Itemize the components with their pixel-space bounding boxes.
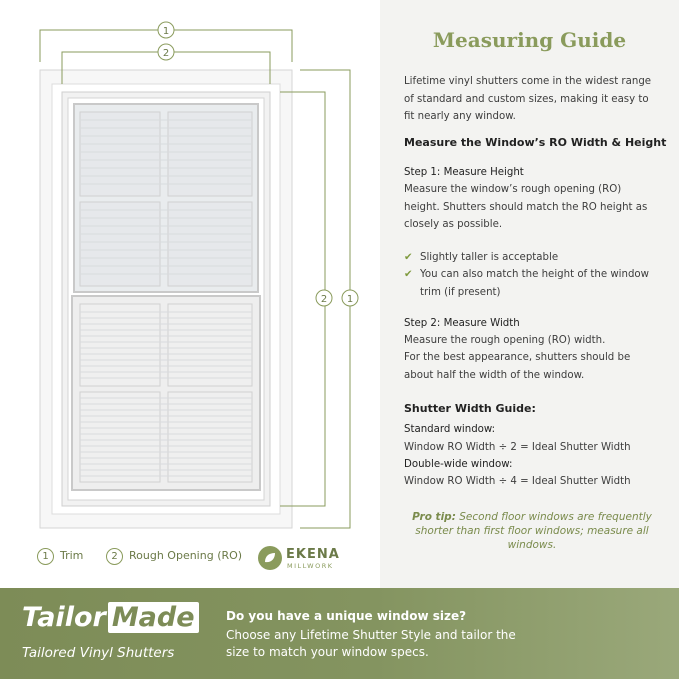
step2-line1: Measure the rough opening (RO) width. — [404, 335, 606, 346]
brand-sub: MILLWORK — [287, 562, 334, 570]
check-icon: ✔ — [404, 252, 413, 263]
step1-title: Step 1: Measure Height — [404, 167, 524, 178]
banner-text: Choose any Lifetime Shutter Style and tailor the size to match your window specs. — [226, 628, 516, 659]
window-illustration — [0, 0, 380, 588]
standard-window-label: Standard window: — [404, 424, 496, 435]
window-diagram-panel — [0, 0, 380, 588]
tailormade-logo — [22, 602, 199, 633]
pro-tip-text: Second floor windows are frequently shorter than first floor windows; measure all windows. — [415, 511, 652, 551]
legend-rough-opening — [106, 548, 242, 565]
tailormade-banner — [0, 588, 679, 679]
pro-tip — [402, 510, 662, 552]
check-item-2 — [404, 266, 649, 301]
logo-tailor: Tailor — [22, 602, 106, 633]
standard-window-formula: Window RO Width ÷ 2 = Ideal Shutter Width — [404, 442, 631, 453]
brand-name: EKENA — [286, 547, 340, 562]
dim-marker-1-side: 1 — [346, 294, 354, 305]
legend-trim — [37, 548, 83, 565]
check-item-1-text: Slightly taller is acceptable — [420, 252, 559, 263]
check-item-2-line1: You can also match the height of the window — [420, 269, 649, 280]
logo-subtitle: Tailored Vinyl Shutters — [22, 645, 175, 661]
measuring-guide-panel — [380, 0, 679, 588]
section-heading: Measure the Window’s RO Width & Height — [404, 136, 667, 149]
pro-tip-label: Pro tip: — [412, 511, 456, 523]
double-window-label: Double-wide window: — [404, 459, 513, 470]
legend-trim-label: Trim — [60, 549, 84, 562]
dim-marker-2-side: 2 — [320, 294, 328, 305]
guide-title: Measuring Guide — [432, 28, 627, 52]
leaf-icon — [258, 546, 282, 570]
width-guide-heading: Shutter Width Guide: — [404, 402, 536, 415]
check-item-1 — [404, 249, 558, 267]
logo-made: Made — [108, 602, 199, 633]
check-item-2-line2: trim (if present) — [420, 286, 501, 298]
dim-marker-2-top: 2 — [162, 48, 170, 59]
step2-title: Step 2: Measure Width — [404, 318, 520, 329]
double-window-formula: Window RO Width ÷ 4 = Ideal Shutter Width — [404, 476, 631, 487]
check-icon: ✔ — [404, 269, 413, 280]
banner-heading: Do you have a unique window size? — [226, 609, 467, 623]
dim-marker-1-top: 1 — [162, 26, 170, 37]
step2-text: For the best appearance, shutters should be about half the width of the window. — [404, 352, 631, 381]
legend-trim-number: 1 — [37, 548, 54, 565]
legend-ro-number: 2 — [106, 548, 123, 565]
step1-text: Measure the window’s rough opening (RO) height. Shutters should match the RO height as closely as possible. — [404, 184, 648, 230]
legend-ro-label: Rough Opening (RO) — [129, 549, 243, 562]
guide-intro: Lifetime vinyl shutters come in the widest range of standard and custom sizes, making it easy to fit nearly any window. — [404, 76, 652, 122]
